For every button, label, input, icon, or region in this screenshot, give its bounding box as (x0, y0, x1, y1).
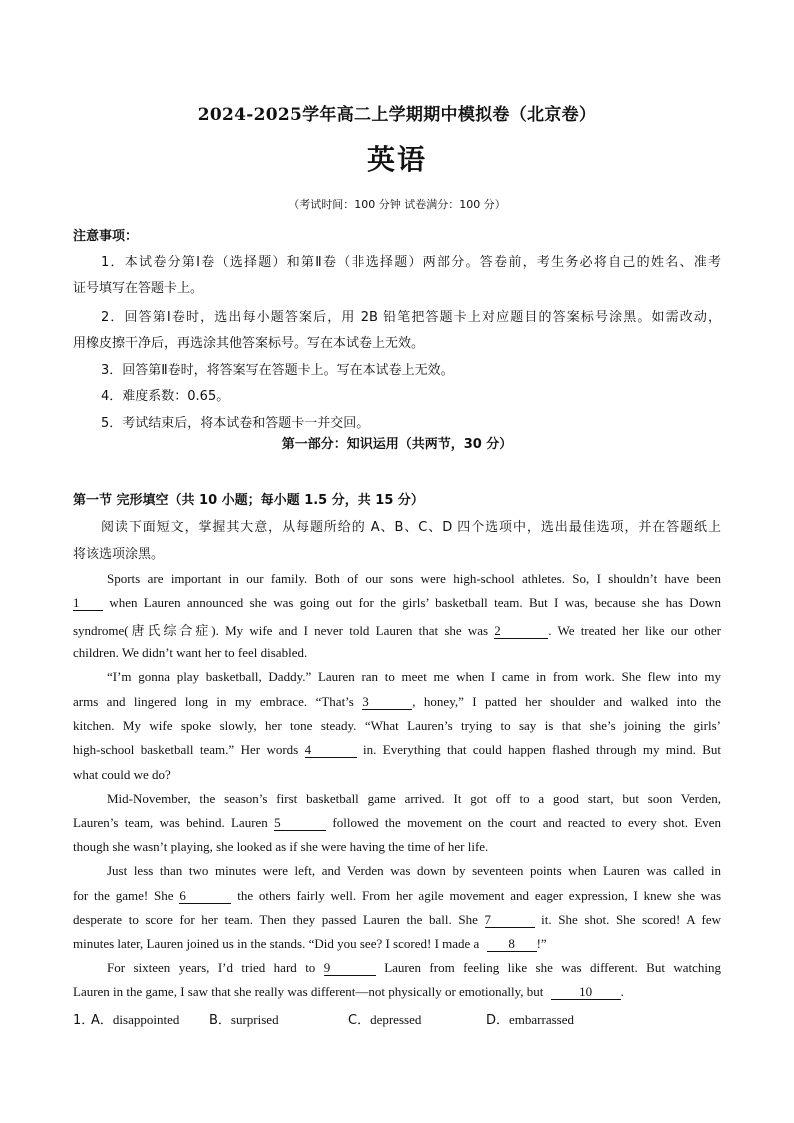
passage-p4-line-3: desperate to score for her team. Then they passed Lauren the ball. She 7 it. She shot. She scored! A few (73, 912, 722, 927)
blank-9: 9 (324, 962, 376, 976)
notice-item-5: 5．考试结束后，将本试卷和答题卡一并交回。 (101, 416, 370, 431)
option-c[interactable]: C．depressed (348, 1012, 422, 1028)
passage-p1-line-4: children. We didn’t want her to feel disabled. (73, 645, 308, 660)
exam-info: （考试时间：100 分钟 试卷满分：100 分） (288, 198, 506, 211)
blank-10: 10 (551, 986, 621, 1000)
blank-5: 5 (274, 817, 326, 831)
notice-item-1-line-2: 证号填写在答题卡上。 (73, 281, 204, 296)
passage-p2-line-2: arms and lingered long in my embrace. “That’s 3 , honey,” I patted her shoulder and walked into the (73, 694, 721, 709)
notice-heading: 注意事项： (73, 229, 139, 244)
passage-p1-line-2: 1 when Lauren announced she was going out for the girls’ basketball team. But I was, because she has Down (73, 595, 722, 610)
question-1-number: 1． (73, 1013, 95, 1028)
passage-p4-line-4: minutes later, Lauren joined us in the stands. “Did you see? I scored! I made a 8 !” (73, 936, 547, 951)
passage-p1-line-1: Sports are important in our family. Both of our sons were high-school athletes. So, I shouldn’t have been (107, 571, 721, 586)
option-a[interactable]: A．disappointed (91, 1012, 180, 1028)
blank-6: 6 (179, 890, 231, 904)
passage-p4-line-2: for the game! She 6 the others fairly well. From her agile movement and eager expression, I knew she was (73, 888, 722, 903)
subject-title: 英语 (366, 143, 427, 176)
passage-p5-line-2: Lauren in the game, I saw that she really was different—not physically or emotionally, but 10 . (73, 984, 624, 999)
passage-p1-line-3: syndrome(唐氏综合症). My wife and I never told Lauren that she was 2 . We treated her like our other (73, 623, 721, 638)
passage-p2-line-5: what could we do? (73, 767, 171, 782)
blank-2: 2 (494, 625, 548, 639)
passage-p2-line-4: high-school basketball team.” Her words 4 in. Everything that could happen flashed through my mind. But (73, 742, 722, 757)
blank-1: 1 (73, 597, 103, 611)
section1-heading: 第一节 完形填空（共 10 小题；每小题 1.5 分，共 15 分） (73, 493, 424, 508)
passage-p3-line-2: Lauren’s team, was behind. Lauren 5 followed the movement on the court and reacted to every shot. Even (73, 815, 722, 830)
passage-p3-line-1: Mid-November, the season’s first basketball game arrived. It got off to a good start, but soon Verden, (107, 791, 721, 806)
passage-p2-line-1: “I’m gonna play basketball, Daddy.” Lauren ran to meet me when I came in from work. She flew into my (107, 669, 721, 684)
notice-item-2-line-1: 2．回答第Ⅰ卷时，选出每小题答案后，用 2B 铅笔把答题卡上对应题目的答案标号涂黑。如需改动， (101, 310, 721, 325)
notice-item-4: 4．难度系数：0.65。 (101, 389, 230, 404)
notice-item-2-line-2: 用橡皮擦干净后，再选涂其他答案标号。写在本试卷上无效。 (73, 336, 425, 351)
blank-8: 8 (487, 938, 537, 952)
notice-item-3: 3．回答第Ⅱ卷时，将答案写在答题卡上。写在本试卷上无效。 (101, 363, 454, 378)
blank-3: 3 (362, 696, 412, 710)
passage-p2-line-3: kitchen. My wife spoke slowly, her tone steady. “What Lauren’s trying to say is that she’s joining the girls’ (73, 718, 721, 733)
exam-title: 2024-2025学年高二上学期期中模拟卷（北京卷） (197, 105, 597, 125)
blank-4: 4 (305, 744, 357, 758)
instruction-line-2: 将该选项涂黑。 (73, 547, 165, 562)
question-1 (73, 1009, 723, 1029)
blank-7: 7 (485, 914, 535, 928)
instruction-line-1: 阅读下面短文，掌握其大意，从每题所给的 A、B、C、D 四个选项中，选出最佳选项，并在答题纸上 (101, 520, 721, 535)
passage-p3-line-3: though she wasn’t playing, she looked as if she were having the time of her life. (73, 839, 489, 854)
option-b[interactable]: B．surprised (209, 1012, 279, 1028)
passage-p4-line-1: Just less than two minutes were left, and Verden was down by seventeen points when Lauren was called in (107, 863, 721, 878)
option-d[interactable]: D．embarrassed (486, 1012, 574, 1028)
passage-p5-line-1: For sixteen years, I’d tried hard to 9 Lauren from feeling like she was different. But watching (107, 960, 722, 975)
part1-heading: 第一部分：知识运用（共两节，30 分） (281, 437, 513, 452)
notice-item-1-line-1: 1．本试卷分第Ⅰ卷（选择题）和第Ⅱ卷（非选择题）两部分。答卷前，考生务必将自己的姓名、准考 (101, 255, 721, 270)
